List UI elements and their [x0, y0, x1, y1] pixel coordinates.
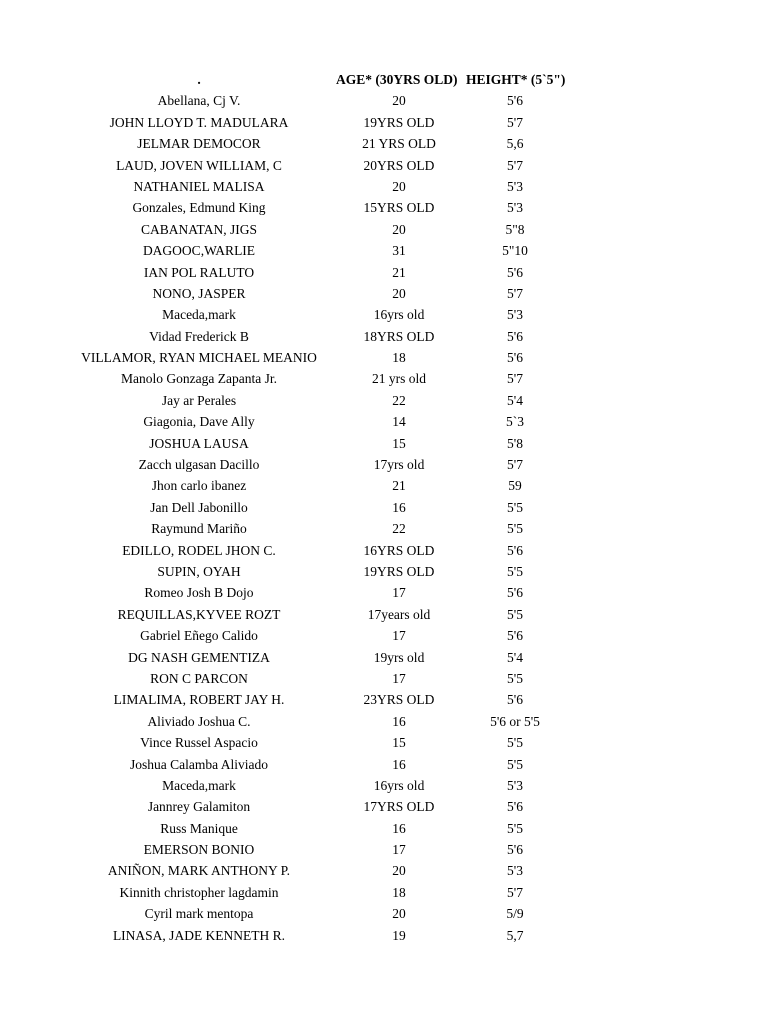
table-row	[0, 796, 768, 817]
name-cell: Giagonia, Dave Ally	[143, 414, 255, 430]
name-cell: NONO, JASPER	[152, 285, 246, 301]
table-row	[0, 454, 768, 475]
name-cell: Jannrey Galamiton	[147, 799, 251, 815]
age-cell: 17	[392, 585, 406, 601]
name-cell: Kinnith christopher lagdamin	[119, 884, 279, 900]
name-cell: JELMAR DEMOCOR	[137, 136, 261, 152]
name-cell: Aliviado Joshua C.	[147, 713, 251, 729]
height-cell: 5'5	[507, 735, 523, 751]
name-cell: Manolo Gonzaga Zapanta Jr.	[121, 371, 277, 387]
table-row	[0, 390, 768, 411]
age-cell: 19	[392, 927, 406, 943]
age-cell: 20	[392, 93, 406, 109]
height-cell: 5'4	[507, 392, 523, 408]
spreadsheet-table	[0, 69, 768, 946]
name-cell: DAGOOC,WARLIE	[142, 243, 256, 259]
table-row	[0, 625, 768, 646]
name-cell: IAN POL RALUTO	[143, 264, 255, 280]
table-row	[0, 240, 768, 261]
height-cell: 5'6	[507, 799, 523, 815]
age-cell: 20	[392, 906, 406, 922]
table-row	[0, 925, 768, 946]
height-cell: 5'5	[507, 756, 523, 772]
height-cell: 5'6	[507, 842, 523, 858]
table-row	[0, 860, 768, 881]
age-cell: 21 yrs old	[372, 371, 426, 387]
name-cell: CABANATAN, JIGS	[141, 221, 257, 237]
name-cell: ANIÑON, MARK ANTHONY P.	[107, 863, 291, 879]
header-name-cell: .	[197, 72, 201, 87]
height-cell: 5'7	[507, 114, 523, 130]
name-cell: Abellana, Cj V.	[157, 93, 241, 109]
table-row	[0, 304, 768, 325]
age-cell: 20YRS OLD	[363, 157, 435, 173]
height-cell: 5'6	[507, 585, 523, 601]
name-cell: LAUD, JOVEN WILLIAM, C	[116, 157, 282, 173]
name-cell: NATHANIEL MALISA	[133, 178, 265, 194]
age-cell: 17YRS OLD	[363, 799, 435, 815]
name-cell: LINASA, JADE KENNETH R.	[112, 927, 286, 943]
name-cell: EDILLO, RODEL JHON C.	[122, 542, 276, 558]
name-cell: SUPIN, OYAH	[157, 563, 241, 579]
name-cell: EMERSON BONIO	[143, 842, 255, 858]
name-cell: Vidad Frederick B	[149, 328, 249, 344]
age-cell: 31	[392, 243, 406, 259]
table-row	[0, 647, 768, 668]
age-cell: 16yrs old	[373, 777, 425, 793]
height-cell: 5'7	[507, 371, 523, 387]
table-row	[0, 711, 768, 732]
table-row	[0, 604, 768, 625]
age-cell: 17	[392, 670, 406, 686]
table-row	[0, 839, 768, 860]
age-cell: 17	[392, 628, 406, 644]
name-cell: Russ Manique	[160, 820, 238, 836]
age-cell: 15	[392, 735, 406, 751]
age-cell: 19yrs old	[373, 649, 425, 665]
height-cell: 5'6	[507, 628, 523, 644]
height-cell: 5'7	[507, 884, 523, 900]
name-cell: Jan Dell Jabonillo	[150, 499, 248, 515]
height-cell: 59	[508, 478, 522, 494]
age-cell: 23YRS OLD	[363, 692, 435, 708]
height-cell: 5'7	[507, 457, 523, 473]
age-cell: 20	[392, 178, 406, 194]
table-row	[0, 283, 768, 304]
table-row	[0, 112, 768, 133]
table-body	[0, 90, 768, 946]
height-cell: 5'5	[507, 820, 523, 836]
age-cell: 19YRS OLD	[363, 114, 435, 130]
age-cell: 16	[392, 713, 406, 729]
name-cell: VILLAMOR, RYAN MICHAEL MEANIO	[81, 350, 317, 366]
table-row	[0, 176, 768, 197]
height-cell: 5,6	[506, 136, 524, 152]
table-row	[0, 668, 768, 689]
age-cell: 19YRS OLD	[363, 563, 435, 579]
age-cell: 18YRS OLD	[363, 328, 435, 344]
name-cell: Gabriel Eñego Calido	[140, 628, 258, 644]
table-row	[0, 561, 768, 582]
table-row	[0, 155, 768, 176]
age-cell: 15YRS OLD	[363, 200, 435, 216]
name-cell: Cyril mark mentopa	[144, 906, 254, 922]
name-cell: DG NASH GEMENTIZA	[128, 649, 270, 665]
table-row	[0, 903, 768, 924]
height-cell: 5'3	[507, 777, 523, 793]
height-cell: 5'5	[507, 563, 523, 579]
name-cell: JOSHUA LAUSA	[149, 435, 249, 451]
age-cell: 21 YRS OLD	[362, 136, 436, 152]
age-cell: 16YRS OLD	[363, 542, 435, 558]
height-cell: 5'7	[507, 157, 523, 173]
height-cell: 5'6	[507, 692, 523, 708]
table-row	[0, 540, 768, 561]
name-cell: Joshua Calamba Aliviado	[130, 756, 268, 772]
table-row	[0, 475, 768, 496]
table-row	[0, 775, 768, 796]
height-cell: 5'5	[507, 670, 523, 686]
table-row	[0, 326, 768, 347]
age-cell: 16	[392, 820, 406, 836]
name-cell: REQUILLAS,KYVEE ROZT	[117, 606, 281, 622]
table-row	[0, 497, 768, 518]
table-row	[0, 582, 768, 603]
height-cell: 5"10	[502, 243, 528, 259]
age-cell: 17	[392, 842, 406, 858]
height-cell: 5'6	[507, 328, 523, 344]
header-row	[0, 69, 768, 90]
name-cell: JOHN LLOYD T. MADULARA	[109, 114, 289, 130]
age-cell: 16	[392, 756, 406, 772]
name-cell: Maceda,mark	[162, 307, 236, 323]
name-cell: Vince Russel Aspacio	[140, 735, 258, 751]
name-cell: Maceda,mark	[162, 777, 236, 793]
age-cell: 16	[392, 499, 406, 515]
table-row	[0, 411, 768, 432]
age-cell: 20	[392, 285, 406, 301]
name-cell: Jhon carlo ibanez	[151, 478, 247, 494]
age-cell: 20	[392, 863, 406, 879]
name-cell: Jay ar Perales	[161, 392, 237, 408]
table-row	[0, 433, 768, 454]
age-cell: 17yrs old	[373, 457, 425, 473]
age-cell: 14	[392, 414, 406, 430]
name-cell: Zacch ulgasan Dacillo	[138, 457, 260, 473]
table-row	[0, 754, 768, 775]
height-cell: 5'5	[507, 499, 523, 515]
height-cell: 5'6	[507, 350, 523, 366]
table-row	[0, 133, 768, 154]
name-cell: Romeo Josh B Dojo	[144, 585, 254, 601]
age-cell: 20	[392, 221, 406, 237]
age-cell: 21	[392, 264, 406, 280]
height-cell: 5'5	[507, 606, 523, 622]
height-cell: 5'3	[507, 178, 523, 194]
name-cell: Gonzales, Edmund King	[132, 200, 266, 216]
height-cell: 5`3	[506, 414, 524, 430]
height-cell: 5'8	[507, 435, 523, 451]
table-row	[0, 882, 768, 903]
age-cell: 17years old	[367, 606, 431, 622]
height-cell: 5'7	[507, 285, 523, 301]
table-row	[0, 368, 768, 389]
table-row	[0, 732, 768, 753]
height-cell: 5'5	[507, 521, 523, 537]
table-row	[0, 197, 768, 218]
header-height-cell: HEIGHT* (5`5")	[466, 72, 566, 87]
height-cell: 5'6	[507, 93, 523, 109]
height-cell: 5,7	[506, 927, 524, 943]
age-cell: 21	[392, 478, 406, 494]
height-cell: 5/9	[506, 906, 524, 922]
table-row	[0, 689, 768, 710]
name-cell: LIMALIMA, ROBERT JAY H.	[113, 692, 285, 708]
table-row	[0, 90, 768, 111]
height-cell: 5'6 or 5'5	[490, 713, 540, 729]
height-cell: 5'3	[507, 200, 523, 216]
age-cell: 22	[392, 392, 406, 408]
header-age-cell: AGE* (30YRS OLD)	[336, 72, 458, 87]
age-cell: 15	[392, 435, 406, 451]
table-row	[0, 219, 768, 240]
name-cell: Raymund Mariño	[151, 521, 247, 537]
height-cell: 5'4	[507, 649, 523, 665]
table-row	[0, 818, 768, 839]
age-cell: 18	[392, 884, 406, 900]
height-cell: 5'6	[507, 542, 523, 558]
age-cell: 16yrs old	[373, 307, 425, 323]
height-cell: 5'6	[507, 264, 523, 280]
table-row	[0, 347, 768, 368]
table-row	[0, 262, 768, 283]
height-cell: 5'3	[507, 863, 523, 879]
table-row	[0, 518, 768, 539]
height-cell: 5"8	[505, 221, 525, 237]
name-cell: RON C PARCON	[150, 670, 248, 686]
age-cell: 18	[392, 350, 406, 366]
height-cell: 5'3	[507, 307, 523, 323]
age-cell: 22	[392, 521, 406, 537]
